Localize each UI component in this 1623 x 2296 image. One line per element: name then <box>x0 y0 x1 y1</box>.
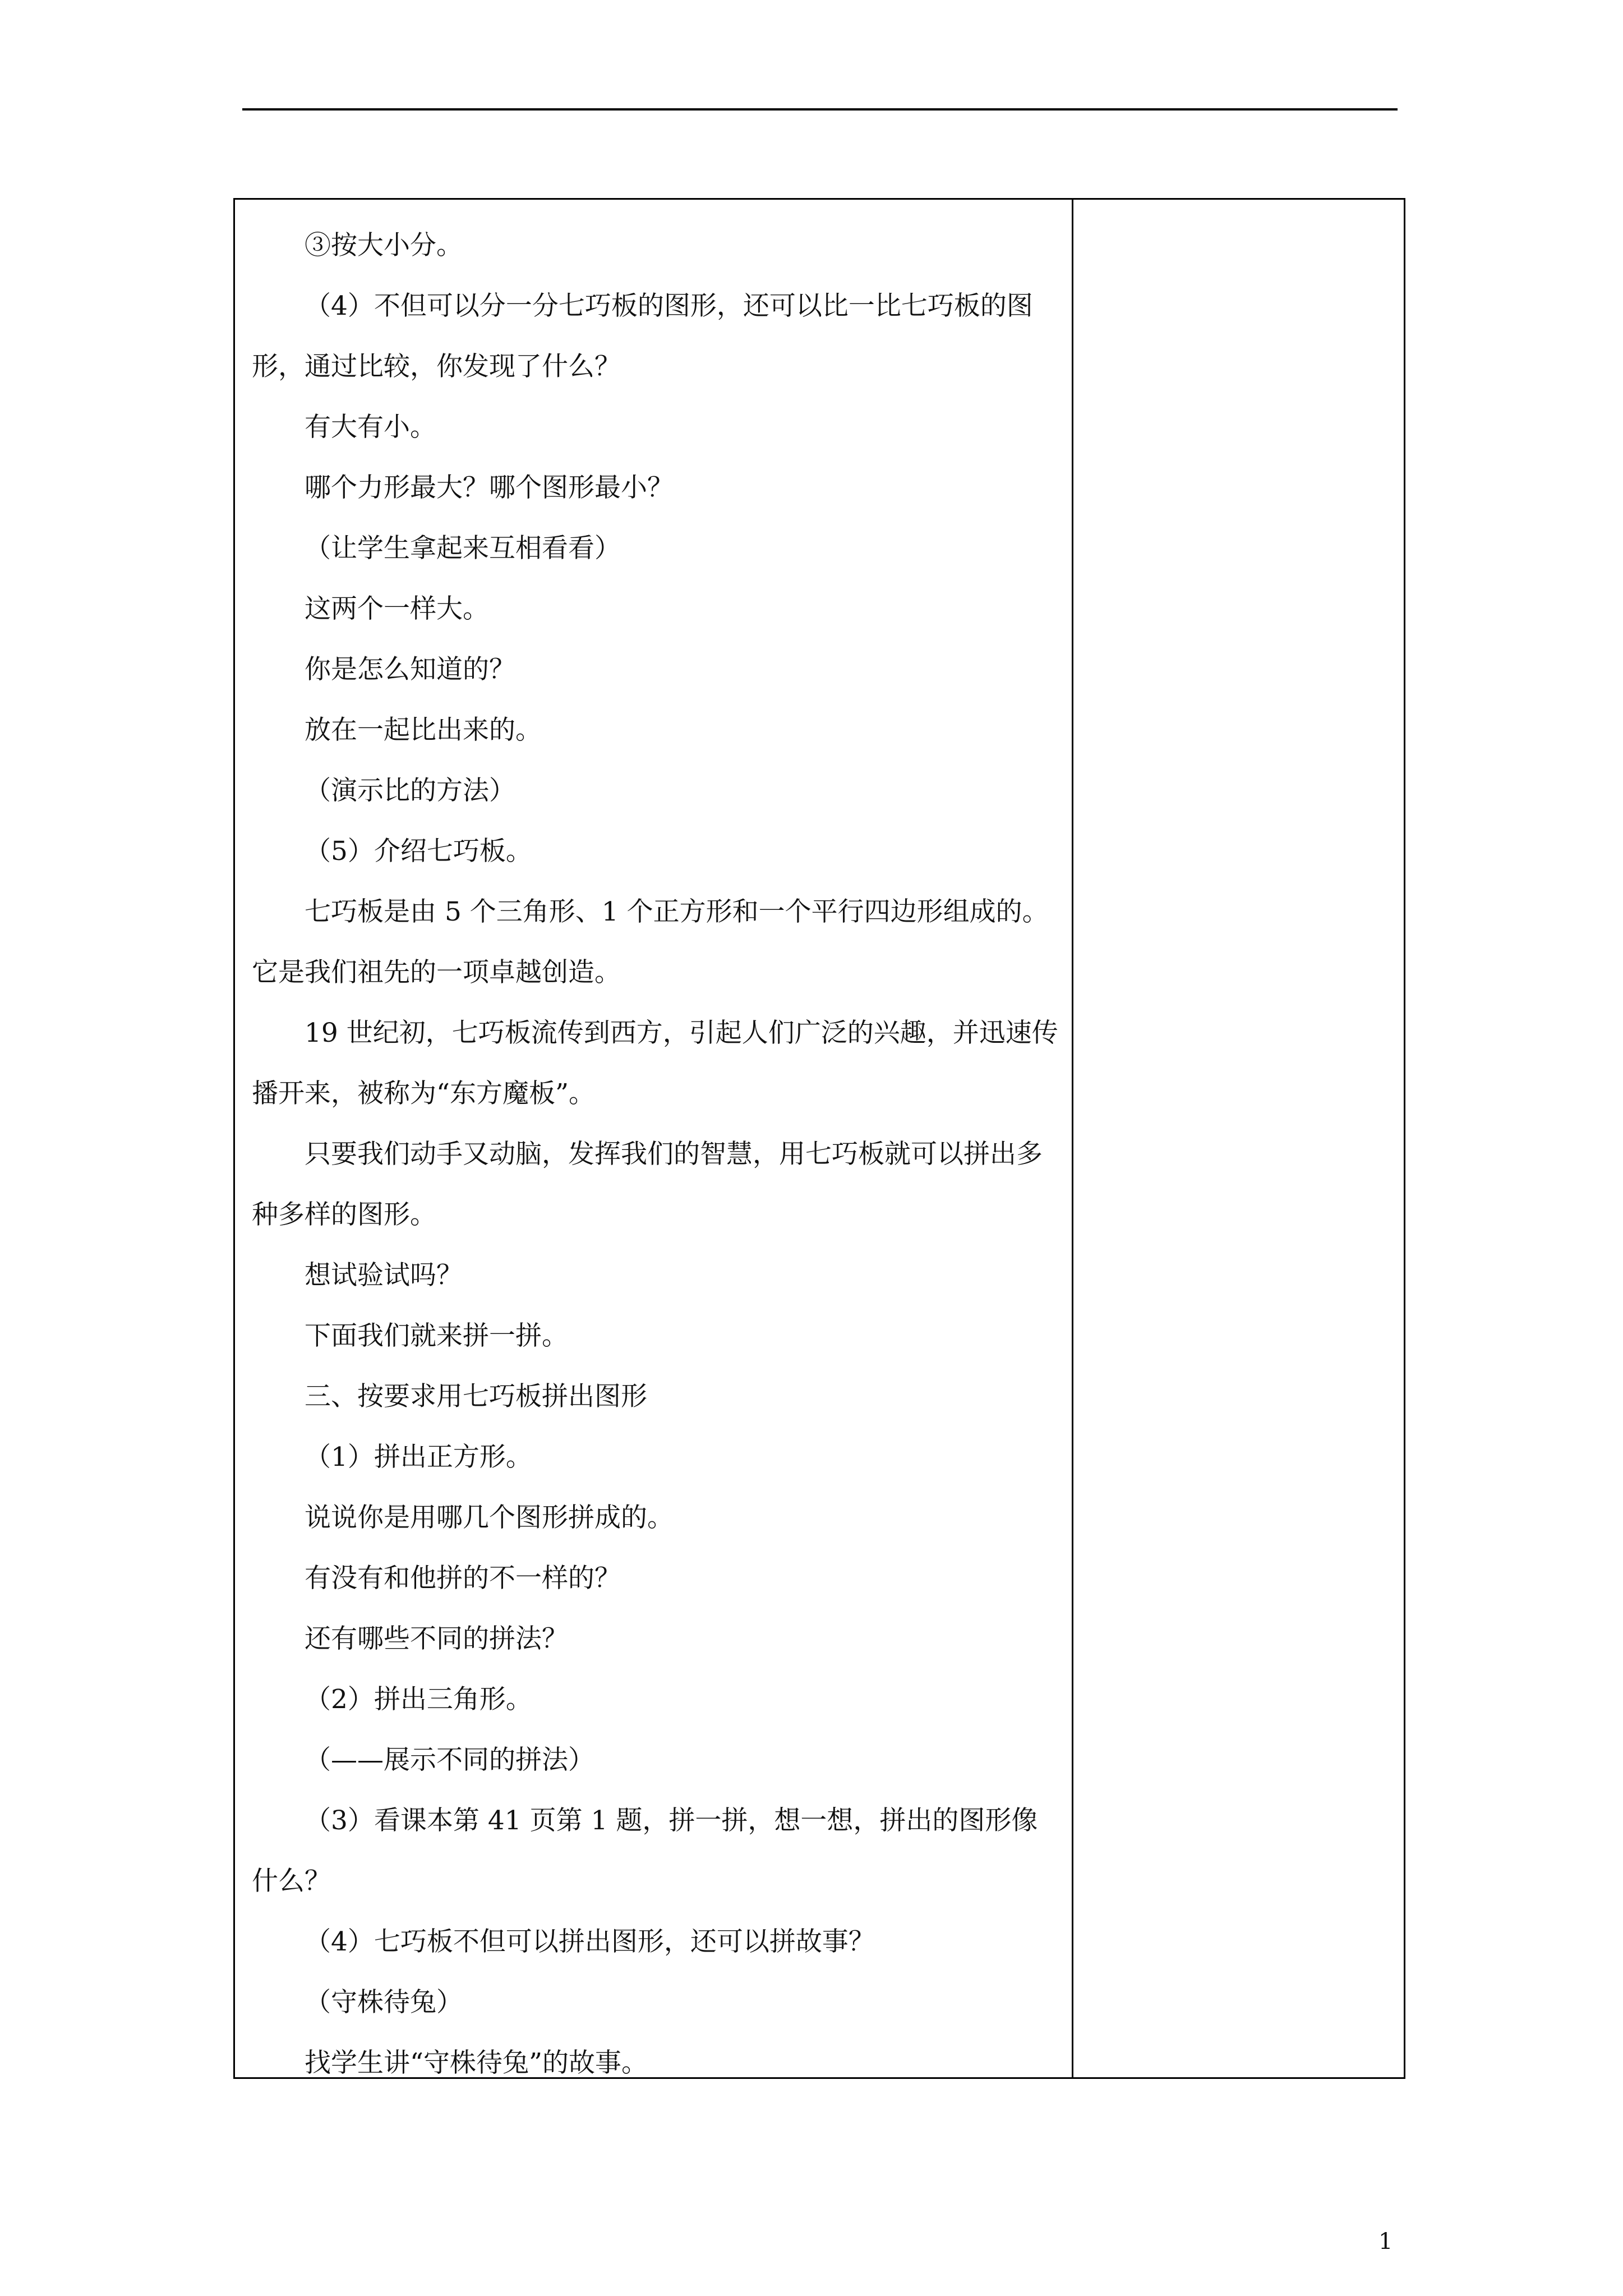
paragraph: 只要我们动手又动脑，发挥我们的智慧，用七巧板就可以拼出多种多样的图形。 <box>252 1139 1043 1230</box>
header-rule <box>242 108 1398 111</box>
lesson-content-cell <box>252 215 1059 2093</box>
paragraph: （1）拼出正方形。 <box>305 1442 532 1473</box>
paragraph: （5）介绍七巧板。 <box>305 836 532 867</box>
paragraph: （让学生拿起来互相看看） <box>305 533 621 564</box>
paragraph: 放在一起比出来的。 <box>305 715 542 746</box>
paragraph: 下面我们就来拼一拼。 <box>305 1320 568 1351</box>
paragraph: （演示比的方法） <box>305 775 515 806</box>
paragraph: 哪个力形最大？哪个图形最小？ <box>305 472 674 503</box>
paragraph: （2）拼出三角形。 <box>305 1684 532 1715</box>
paragraph: （3）看课本第 41 页第 1 题，拼一拼，想一想，拼出的图形像什么？ <box>252 1805 1038 1897</box>
paragraph: 你是怎么知道的？ <box>305 654 515 685</box>
paragraph: 找学生讲“守株待兔”的故事。 <box>305 2047 648 2078</box>
lesson-table <box>233 198 1405 2079</box>
paragraph: 这两个一样大。 <box>305 593 489 624</box>
paragraph: 七巧板是由 5 个三角形、1 个正方形和一个平行四边形组成的。它是我们祖先的一项卓越创造。 <box>252 896 1049 988</box>
paragraph: （4）不但可以分一分七巧板的图形，还可以比一比七巧板的图形，通过比较，你发现了什么？ <box>252 291 1033 382</box>
paragraph: 有没有和他拼的不一样的？ <box>305 1563 621 1594</box>
page-number: 1 <box>1378 2229 1393 2254</box>
paragraph: （守株待兔） <box>305 1987 463 2018</box>
paragraph: （4）七巧板不但可以拼出图形，还可以拼故事？ <box>305 1926 875 1957</box>
paragraph: 说说你是用哪几个图形拼成的。 <box>305 1502 674 1533</box>
section-heading: 三、按要求用七巧板拼出图形 <box>305 1381 647 1412</box>
paragraph: 19 世纪初，七巧板流传到西方，引起人们广泛的兴趣，并迅速传播开来，被称为“东方魔板”。 <box>252 1018 1058 1109</box>
paragraph: ③按大小分。 <box>305 230 463 261</box>
notes-cell <box>1073 200 1404 2077</box>
paragraph: （——展示不同的拼法） <box>305 1745 594 1775</box>
paragraph: 还有哪些不同的拼法？ <box>305 1623 568 1654</box>
paragraph: 想试验试吗？ <box>305 1260 463 1291</box>
paragraph: 有大有小。 <box>305 412 436 443</box>
